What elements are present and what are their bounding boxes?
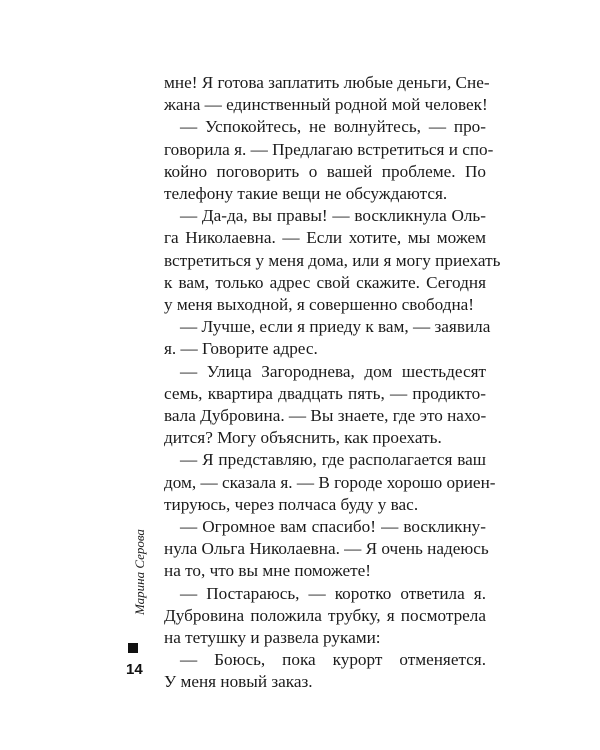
text-line: — Я представляю, где располагается ваш — [180, 450, 486, 470]
text-line: Дубровина положила трубку, я посмотрела — [164, 605, 486, 625]
text-line: к вам, только адрес свой скажите. Сегодня — [164, 272, 486, 292]
text-line: встретиться у меня дома, или я могу приехать — [164, 250, 501, 270]
text-line: — Огромное вам спасибо! — воскликну- — [180, 517, 486, 537]
text-line: — Да-да, вы правы! — воскликнула Оль- — [180, 206, 486, 226]
text-line: койно поговорить о вашей проблеме. По — [164, 161, 486, 181]
text-line: дом, — сказала я. — В городе хорошо ориен- — [164, 472, 496, 492]
text-line: говорила я. — Предлагаю встретиться и спо- — [164, 139, 494, 159]
page-marker-square — [128, 643, 138, 653]
text-line: — Лучше, если я приеду к вам, — заявила — [180, 317, 491, 337]
text-line: тируюсь, через полчаса буду у вас. — [164, 494, 419, 514]
text-line: — Улица Загороднева, дом шестьдесят — [180, 361, 486, 381]
text-line: — Постараюсь, — коротко ответила я. — [180, 583, 486, 603]
text-line: нула Ольга Николаевна. — Я очень надеюсь — [164, 539, 489, 559]
text-line: — Успокойтесь, не волнуйтесь, — про- — [180, 117, 486, 137]
running-author: Марина Серова — [132, 529, 147, 615]
text-line: на тетушку и развела руками: — [164, 628, 381, 648]
page-number: 14 — [126, 661, 143, 678]
text-line: У меня новый заказ. — [164, 672, 313, 692]
text-line: вала Дубровина. — Вы знаете, где это нахо- — [164, 406, 487, 426]
text-line: я. — Говорите адрес. — [164, 339, 318, 359]
text-line: телефону такие вещи не обсуждаются. — [164, 184, 448, 204]
text-line: семь, квартира двадцать пять, — продикто- — [164, 383, 486, 403]
text-line: у меня выходной, я совершенно свободна! — [164, 295, 474, 315]
text-line: дится? Могу объяснить, как проехать. — [164, 428, 442, 448]
text-line: — Боюсь, пока курорт отменяется. — [180, 650, 486, 670]
text-line: га Николаевна. — Если хотите, мы можем — [164, 228, 486, 248]
text-line: на то, что вы мне поможете! — [164, 561, 372, 581]
text-line: жана — единственный родной мой человек! — [164, 95, 488, 115]
text-line: мне! Я готова заплатить любые деньги, Сне- — [164, 73, 490, 92]
body-text — [164, 72, 501, 694]
